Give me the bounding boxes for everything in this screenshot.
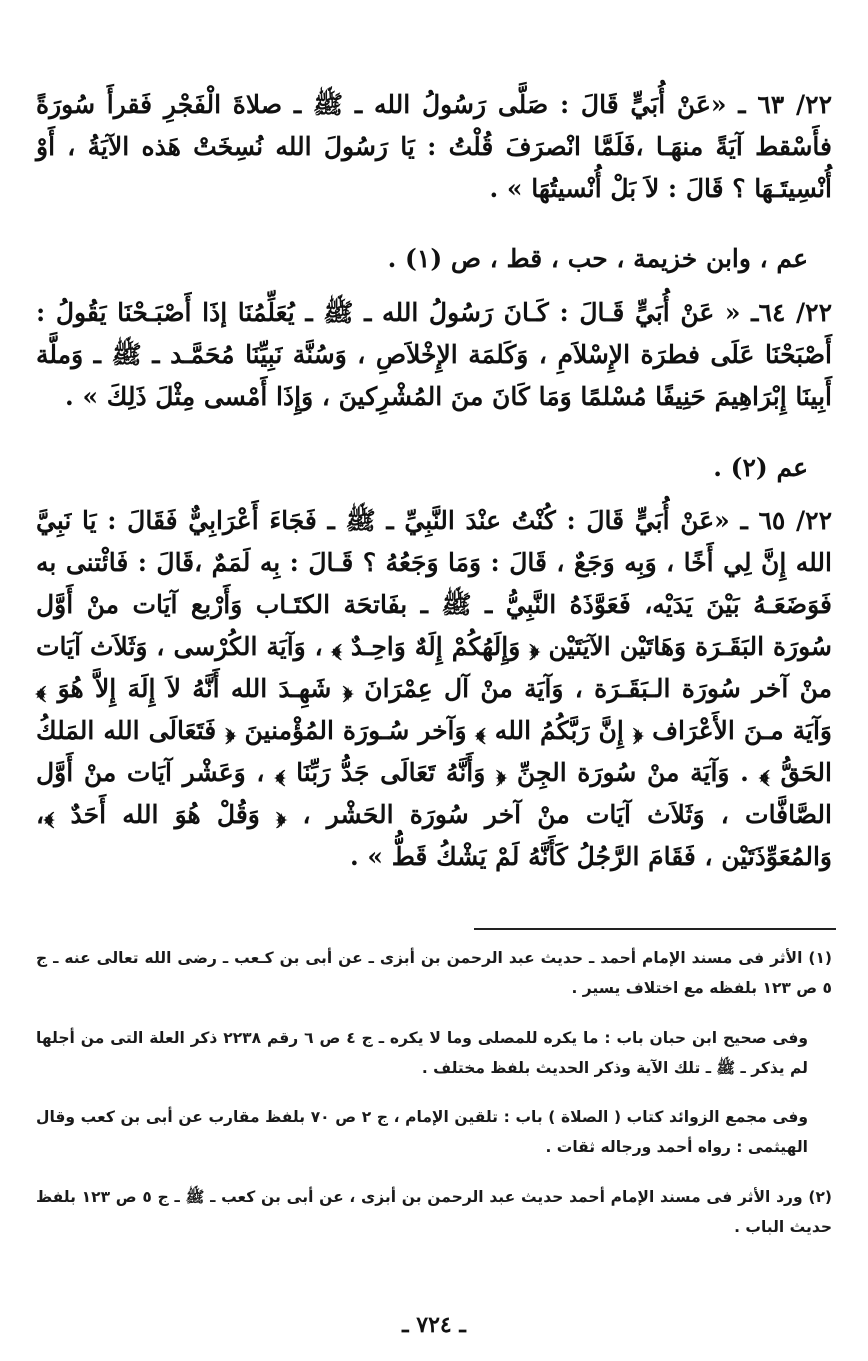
footnote-1: (١) الأثر فى مسند الإمام أحمد ـ حديث عبد الرحمن بن أبزى ـ عن أبى بن كـعب ـ رضى الله تعالى عنه ـ ج ٥ ص ١٢٣ بلفظه مع اختلاف يسير . (36, 949, 832, 997)
footnote-1-majma: وفى مجمع الزوائد كتاب ( الصلاة ) باب : تلقين الإمام ، ج ٢ ص ٧٠ بلفظ مقارب عن أبى بن كعب وقال الهيثمى : رواه أحمد ورجاله ثقات . (36, 1108, 808, 1156)
hadith-63-text: ٢٢/ ٦٣ ـ «عَنْ أُبَيٍّ قَالَ : صَلَّى رَسُولُ الله ـ ﷺ ـ صلاةَ الْفَجْرِ فَقرأَ سُورَةً فأَسْقط آيَةً منهَـا ،فَلَمَّا انْصرَفَ قُلْتُ : يَا رَسُولَ الله نُسِخَتْ هَذه الآيَةُ ، أَوْ أُنْسِيتَـهَا ؟ قَالَ : لاَ بَلْ أُنْسيتُهَا » . (36, 90, 832, 203)
hadith-64-source: عم (٢) . (713, 453, 808, 482)
footnote-1-ibn-hibban: وفى صحيح ابن حبان باب : ما يكره للمصلى وما لا يكره ـ ج ٤ ص ٦ رقم ٢٢٣٨ ذكر العلة التى من أجلها لم يذكر ـ ﷺ ـ تلك الآية وذكر الحديث بلفظ مختلف . (36, 1029, 808, 1077)
hadith-65-text: ٢٢/ ٦٥ ـ «عَنْ أُبَيٍّ قَالَ : كُنْتُ عنْدَ النَّبِيِّ ـ ﷺ ـ فَجَاءَ أَعْرَابِيٌّ فَقَالَ : يَا نَبِيَّ الله إِنَّ لِي أَخًا ، وَبِه وَجَعٌ ، قَالَ : وَمَا وَجَعُهُ ؟ قَـالَ : بِه لَمَمٌ ،قَالَ : فَائْتنى به فَوَضَعَـهُ بَيْنَ يَدَيْه، فَعَوَّذَهُ النَّبِيُّ ـ ﷺ ـ بفَاتحَة الكتَـاب وَأَرْبع آيَات منْ أَوَّل سُورَة البَقَـرَة وَهَاتَيْن الآيَتَيْن ﴿ وَإِلَهُكُمْ إِلَهٌ وَاحِـدٌ ﴾ ، وَآيَة الكُرْسى ، وَثَلاَث آيَات منْ آخر سُورَة الـبَقَـرَة ، وَآيَة منْ آل عِمْرَانَ ﴿ شَهِـدَ الله أَنَّهُ لاَ إِلَهَ إِلاَّ هُوَ ﴾ وَآيَة مـنَ الأَعْرَاف ﴿ إِنَّ رَبَّكُمُ الله ﴾ وَآخر سُـورَة المُؤْمنينَ ﴿ فَتَعَالَى الله المَلكُ الحَقُّ ﴾ . وَآيَة منْ سُورَة الجِنِّ ﴿ وَأَنَّهُ تَعَالَى جَدُّ رَبِّنَا ﴾ ، وَعَشْر آيَات منْ أَوَّل الصَّافَّات ، وَثَلاَث آيَات منْ آخر سُورَة الحَشْر ، ﴿ وَقُلْ هُوَ الله أَحَدٌ ﴾، وَالمُعَوِّذَتَيْن ، فَقَامَ الرَّجُلُ كَأَنَّهُ لَمْ يَشْكُ قَطُّ » . (36, 506, 832, 871)
page-number: ـ ٧٢٤ ـ (402, 1312, 466, 1338)
footnote-2: (٢) ورد الأثر فى مسند الإمام أحمد حديث عبد الرحمن بن أبزى ، عن أبى بن كعب ـ ﷺ ـ ج ٥ ص ١٢٣ بلفظ حديث الباب . (36, 1188, 832, 1236)
hadith-64-text: ٢٢/ ٦٤ـ « عَنْ أُبَيٍّ قَـالَ : كَـانَ رَسُولُ الله ـ ﷺ ـ يُعَلِّمُنَا إذَا أَصْبَـحْنَا يَقُولُ : أَصْبَحْنَا عَلَى فطرَة الإِسْلاَمِ ، وَكَلمَة الإِخْلاَصِ ، وَسُنَّة نَبِيِّنَا مُحَمَّـد ـ ﷺ ـ وَملَّة أَبِينَا إِبْرَاهِيمَ حَنِيفًا مُسْلمًا وَمَا كَانَ منَ المُشْرِكينَ ، وَإِذَا أَمْسى مِثْلَ ذَلِكَ » . (36, 298, 832, 411)
footnote-separator (474, 928, 836, 930)
hadith-63-source: عم ، وابن خزيمة ، حب ، قط ، ص (١) . (387, 244, 808, 273)
